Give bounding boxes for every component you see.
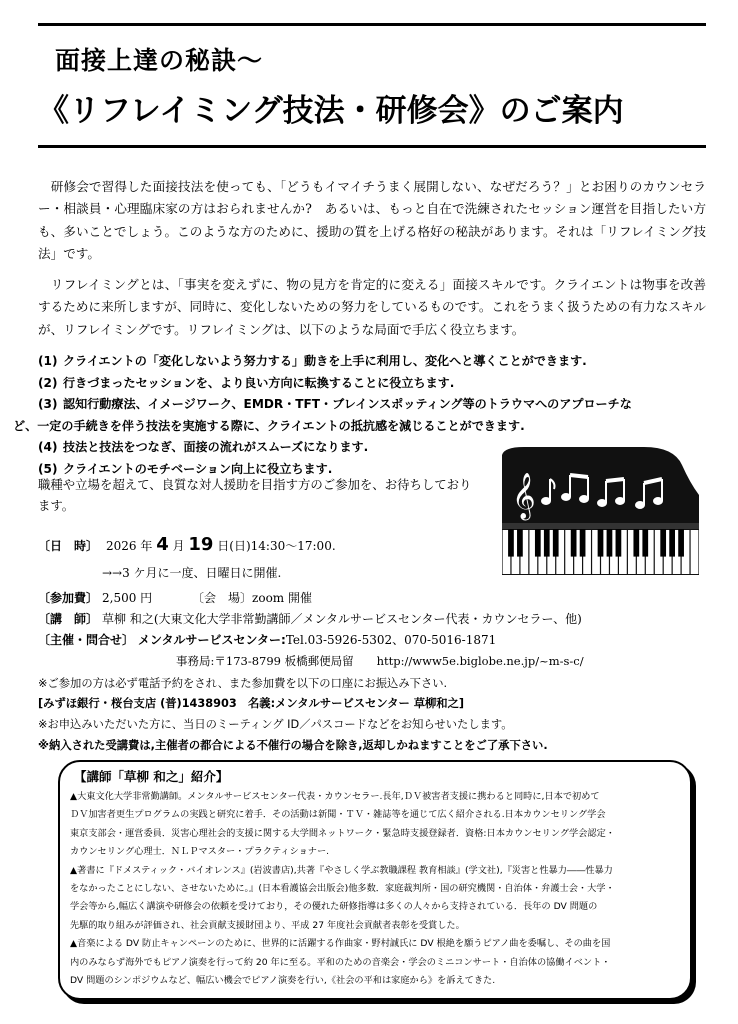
profile-line: DV 問題のシンポジウムなど、幅広い機会でピアノ演奏を行い,《社会の平和は家庭から》を訴えてきた. [70, 975, 496, 987]
profile-line: ▲大東文化大学非常勤講師。メンタルサービスセンター代表・カウンセラー.長年,ＤＶ被害者支援に携わると同時に,日本で初めて [70, 791, 600, 802]
title-line-1: 面接上達の秘訣～ [55, 46, 264, 75]
profile-line: ▲音楽による DV 防止キャンペーンのために、世界的に活躍する作曲家・野村誠氏に DV 根絶を願うピアノ曲を委嘱し、その曲を国 [70, 938, 611, 950]
svg-text:𝄞: 𝄞 [512, 473, 536, 519]
profile-title: 【講師「草柳 和之」紹介】 [74, 769, 229, 784]
profile-line: カウンセリング心理士．ＮＬＰマスター・プラクティショナー. [70, 846, 330, 858]
profile-line: ▲著書に『ドメスティック・バイオレンス』(岩波書店),共著『やさしく学ぶ教職課程 教育相談』(学文社),『災害と性暴力――性暴力 [70, 864, 613, 876]
intro-paragraph-2: リフレイミングとは、「事実を変えずに、物の見方を肯定的に変える」面接スキルです。クライエントは物事を改善するために来所しますが、同時に、変化しないための努力をしているものです。これをうまく扱うための有力なスキルが、リフレイミングです。リフレイミングは、以下のような局面で手広く役立ちます。 [38, 277, 706, 337]
profile-line: ＤＶ加害者更生プログラムの実践と研究に着手．その活動は新聞・ＴＶ・雑誌等を通じて広く紹介される.日本カウンセリング学会 [70, 809, 606, 821]
list-item: (3) 認知行動療法、イメージワーク、EMDR・TFT・ブレインスポッティング等のトラウマへのアプローチな [38, 397, 632, 412]
list-item: (1) クライエントの「変化しないよう努力する」動きを上手に利用し、変化へと導くことができます. [38, 354, 587, 368]
list-item: (4) 技法と技法をつなぎ、面接の流れがスムーズになります. [38, 440, 369, 455]
intro-paragraph-1: 研修会で習得した面接技法を使っても、「どうもイマイチうまく展開しない、なぜだろう？」とお困りのカウンセラー・相談員・心理臨床家の方はおられませんか? あるいは、もっと自在で洗練されたセッション運営を目指したい方も、多いことでしょう。このような方のために、援助の質を上げる格好の秘訣があります。それは「リフレイミング技法」です。 [38, 179, 706, 261]
list-item: (5) クライエントのモチベーション向上に役立ちます. [38, 461, 333, 476]
profile-line: をなかったことにしない、させないために。』(日本看護協会出版会)他多数．家庭裁判所・国の研究機関・自治体・弁護士会・大学・ [70, 883, 615, 895]
title-bottom-rule [38, 145, 706, 148]
profile-body [70, 788, 682, 990]
meeting-id-note: ※お申込みいただいた方に、当日のミーティング ID／パスコードなどをお知らせいたします。 [38, 718, 513, 731]
office-address: 事務局:〒173-8799 板橋郵便局留 http://www5e.biglobe.ne.jp/~m-s-c/ [176, 654, 584, 668]
profile-line: 学会等から,幅広く講演や研修会の依頼を受けており，その優れた研修指導は多くの人々から支持されている．長年の DV 問題の [70, 901, 598, 913]
profile-line: 東京支部会・運営委員．災害心理社会的支援に関する大学間ネットワーク・緊急時支援登録者．資格:日本カウンセリング学会認定・ [70, 827, 615, 839]
title-line-2: 《リフレイミング技法・研修会》のご案内 [38, 93, 624, 129]
host-row: 〔主催・問合せ〕 メンタルサービスセンター:Tel.03-5926-5302、070-5016-1871 [38, 633, 497, 647]
fee-venue-row: 〔参加費〕 2,500 円 〔会 場〕zoom 開催 [38, 591, 312, 605]
lecturer-profile-box [58, 760, 692, 1000]
list-item: ど、一定の手続きを伴う技法を実施する際に、クライエントの抵抗感を減じることができます. [13, 418, 525, 433]
lecturer-row: 〔講 師〕 草柳 和之(大東文化大学非常勤講師／メンタルサービスセンター代表・カウンセラー、他) [38, 612, 582, 626]
top-rule [38, 23, 706, 26]
refund-note: ※納入された受講費は,主催者の都合による不催行の場合を除き,返却しかねますことをご了承下さい. [38, 739, 548, 752]
list-item: (2) 行きづまったセッションを、より良い方向に転換することに役立ちます. [38, 375, 455, 390]
payment-note: ※ご参加の方は必ず電話予約をされ、また参加費を以下の口座にお振込み下さい. [38, 677, 448, 690]
frequency-text: →→3 ケ月に一度、日曜日に開催. [102, 566, 282, 580]
piano-music-icon [494, 443, 706, 578]
bank-account: [みずほ銀行・桜台支店 (普)1438903 名義:メンタルサービスセンター 草柳和之] [38, 697, 465, 710]
profile-line: 内のみならず海外でもピアノ演奏を行って約 20 年に至る。平和のための音楽会・学会のミニコンサート・自治体の協働イベント・ [70, 956, 611, 968]
date-row: 〔日 時〕 2026 年 4 月 19 日(日)14:30～17:00. [38, 534, 336, 555]
profile-line: 先駆的取り組みが評価され、社会貢献支援財団より、平成 27 年度社会貢献者表彰を受賞した。 [70, 919, 465, 931]
invitation-text: 職種や立場を超えて、良質な対人援助を目指す方のご参加を、お待ちしております。 [38, 477, 472, 513]
